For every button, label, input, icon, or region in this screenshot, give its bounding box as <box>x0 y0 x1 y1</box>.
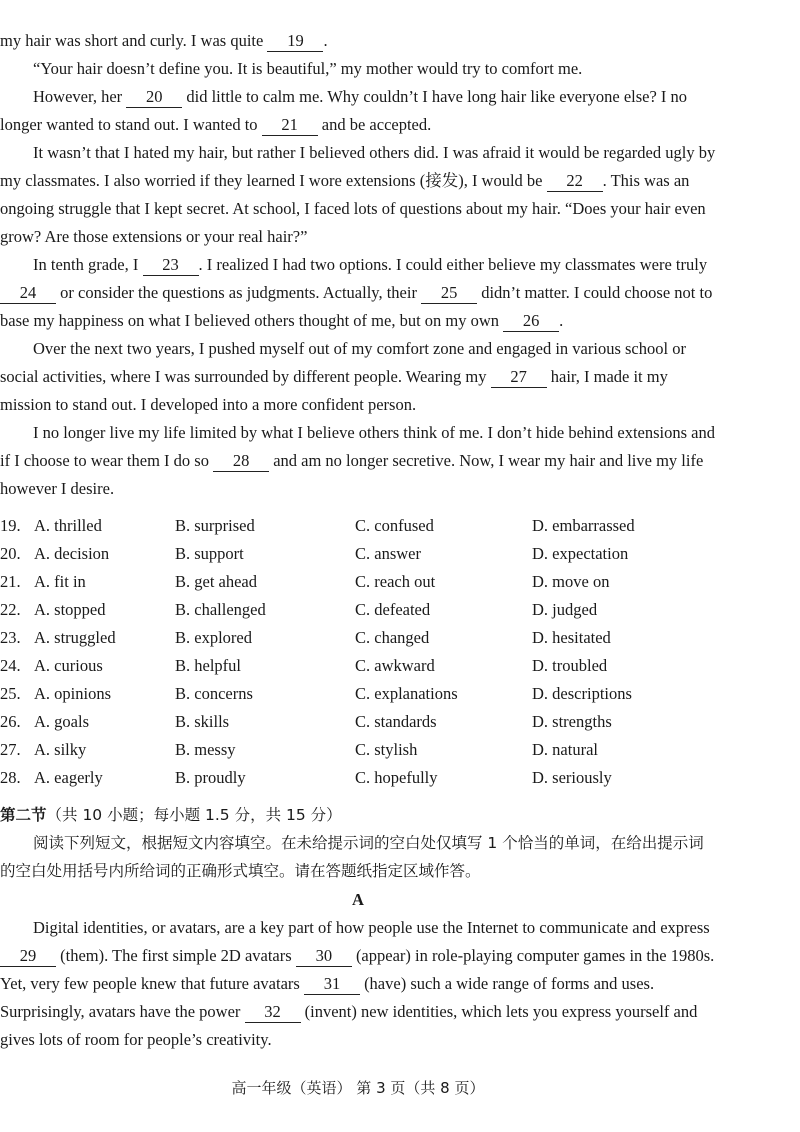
options-list <box>0 512 760 792</box>
blank-31: 31 <box>304 974 360 995</box>
para-7: I no longer live my life limited by what I believe others think of me. I don’t hide behind extensions and if I choose to wear them I do so 28 and am no longer secretive. Now, I wear my hair and live my life however I desire. <box>0 423 716 498</box>
option-row-22: 22. A. stopped B. challenged C. defeated D. judged <box>0 600 598 619</box>
blank-30: 30 <box>296 946 352 967</box>
option-row-26: 26. A. goals B. skills C. standards D. strengths <box>0 712 612 731</box>
blank-26: 26 <box>503 311 559 332</box>
blank-23: 23 <box>143 255 199 276</box>
blank-28: 28 <box>213 451 269 472</box>
blank-22: 22 <box>547 171 603 192</box>
blank-24: 24 <box>0 283 56 304</box>
option-row-21: 21. A. fit in B. get ahead C. reach out D. move on <box>0 572 610 591</box>
para-passage-a: Digital identities, or avatars, are a key part of how people use the Internet to communicate and express 29 (them). The first simple 2D avatars 30 (appear) in role-playing computer games in the 1980s. Yet, very few people knew that future avatars 31 (have) such a wide range of forms and uses. Surprisingly, avatars have the power 32 (invent) new identities, which lets you express yourself and gives lots of room for people’s creativity. <box>0 918 715 1049</box>
option-row-27: 27. A. silky B. messy C. stylish D. natural <box>0 740 598 759</box>
blank-21: 21 <box>262 115 318 136</box>
para-4: It wasn’t that I hated my hair, but rather I believed others did. I was afraid it would be regarded ugly by my classmates. I also worried if they learned I wore extensions (接发), I would be 22 . This was an ongoing struggle that I kept secret. At school, I faced lots of questions about my hair. “Does your hair even grow? Are those extensions or your real hair?” <box>0 143 716 246</box>
blank-32: 32 <box>245 1002 301 1023</box>
section-instructions: 阅读下列短文，根据短文内容填空。在未给提示词的空白处仅填写 1 个恰当的单词，在给出提示词的空白处用括号内所给词的正确形式填空。请在答题纸指定区域作答。 <box>0 834 704 880</box>
page-footer: 高一年级（英语） 第 3 页（共 8 页） <box>231 1079 485 1097</box>
blank-25: 25 <box>421 283 477 304</box>
para-1: my hair was short and curly. I was quite 19 . <box>0 31 328 50</box>
para-5: In tenth grade, I 23 . I realized I had two options. I could either believe my classmates were truly 24 or consider the questions as judgments. Actually, their 25 didn’t matter. I could choose not to base my happiness on what I believed others thought of me, but on my own 26 . <box>0 255 713 330</box>
blank-29: 29 <box>0 946 56 967</box>
section-title: 第二节（共 10 小题；每小题 1.5 分，共 15 分） <box>0 806 342 824</box>
option-row-25: 25. A. opinions B. concerns C. explanations D. descriptions <box>0 684 632 703</box>
option-row-28: 28. A. eagerly B. proudly C. hopefully D. seriously <box>0 768 612 787</box>
blank-20: 20 <box>126 87 182 108</box>
para-3: However, her 20 did little to calm me. Why couldn’t I have long hair like everyone else? I no longer wanted to stand out. I wanted to 21 and be accepted. <box>0 87 688 134</box>
option-row-23: 23. A. struggled B. explored C. changed D. hesitated <box>0 628 611 647</box>
passage-label: A <box>352 890 364 909</box>
option-row-19: 19. A. thrilled B. surprised C. confused D. embarrassed <box>0 516 635 535</box>
option-row-20: 20. A. decision B. support C. answer D. expectation <box>0 544 629 563</box>
option-row-24: 24. A. curious B. helpful C. awkward D. troubled <box>0 656 608 675</box>
blank-19: 19 <box>267 31 323 52</box>
para-2: “Your hair doesn’t define you. It is beautiful,” my mother would try to comfort me. <box>33 59 583 78</box>
para-6: Over the next two years, I pushed myself out of my comfort zone and engaged in various school or social activities, where I was surrounded by different people. Wearing my 27 hair, I made it my mission to stand out. I developed into a more confident person. <box>0 339 686 414</box>
blank-27: 27 <box>491 367 547 388</box>
